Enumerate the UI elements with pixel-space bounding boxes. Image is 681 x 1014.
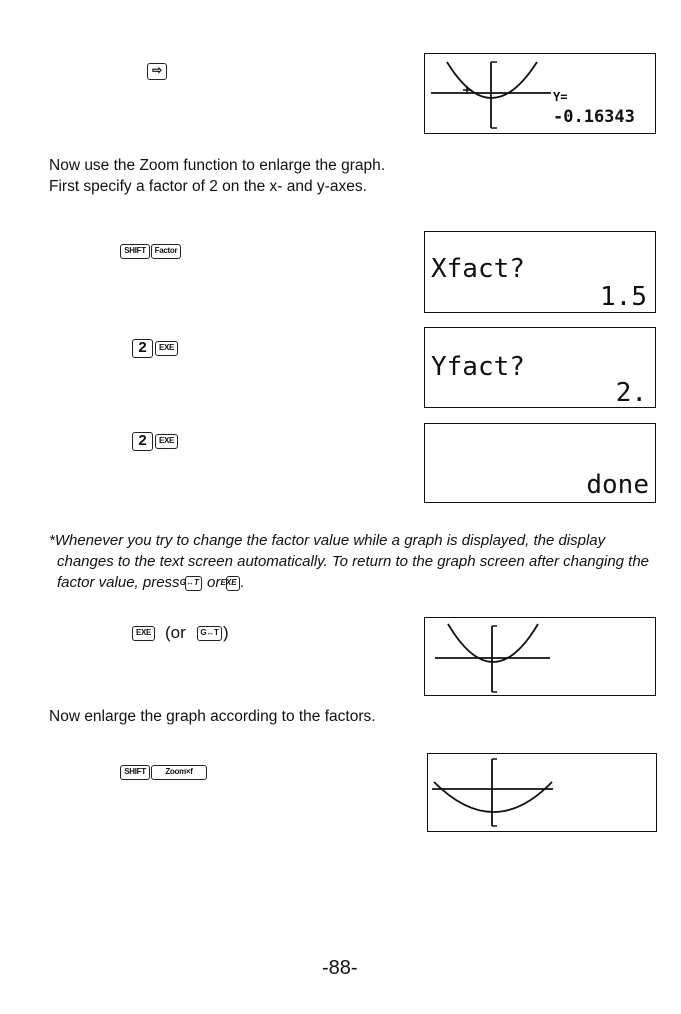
trace-y-label: Y= <box>553 90 568 104</box>
trace-y-value: -0.16343 <box>553 107 635 127</box>
zoom-xf-key[interactable]: Zoom×f <box>151 765 207 780</box>
note-period: . <box>240 574 245 591</box>
yfact-screen <box>424 327 656 408</box>
factor-key[interactable]: Factor <box>151 244 181 259</box>
page-number: -88- <box>322 957 358 979</box>
zoom-intro-text: Now use the Zoom function to enlarge the graph. First specify a factor of 2 on the x- and y-axes. <box>49 157 386 195</box>
done-text: done <box>586 470 649 500</box>
shift-key[interactable]: SHIFT <box>120 765 150 780</box>
exe-key[interactable]: EXE <box>155 341 178 356</box>
g-t-key[interactable]: G↔T <box>185 576 202 591</box>
digit-2-key[interactable]: 2 <box>132 432 153 451</box>
yfact-prompt: Yfact? <box>431 352 525 382</box>
digit-2-key[interactable]: 2 <box>132 339 153 358</box>
xfact-prompt: Xfact? <box>431 254 525 284</box>
arrow-key[interactable]: ⇨ <box>147 63 167 80</box>
g-t-key[interactable]: G↔T <box>197 626 222 641</box>
parabola-graph-original <box>425 618 657 697</box>
shift-key[interactable]: SHIFT <box>120 244 150 259</box>
parabola-graph-enlarged <box>428 754 658 833</box>
exe-key[interactable]: EXE <box>132 626 155 641</box>
graph-screen-trace <box>424 53 656 134</box>
done-screen <box>424 423 656 503</box>
exe-key[interactable]: EXE <box>155 434 178 449</box>
note-text: *Whenever you try to change the factor value while a graph is displayed, the display changes to the text screen automatically. To return to the graph screen after changing the factor value, press <box>49 532 650 591</box>
factor-change-note <box>49 530 661 593</box>
graph-screen-enlarged <box>427 753 657 832</box>
close-paren: ) <box>223 623 229 642</box>
exe-key[interactable]: EXE <box>226 576 240 591</box>
xfact-value: 1.5 <box>600 282 647 312</box>
xfact-screen <box>424 231 656 313</box>
enlarge-text: Now enlarge the graph according to the factors. <box>49 708 376 725</box>
yfact-value: 2. <box>615 378 647 408</box>
or-text: (or <box>165 623 186 642</box>
graph-screen-original <box>424 617 656 696</box>
note-or: or <box>207 574 221 591</box>
